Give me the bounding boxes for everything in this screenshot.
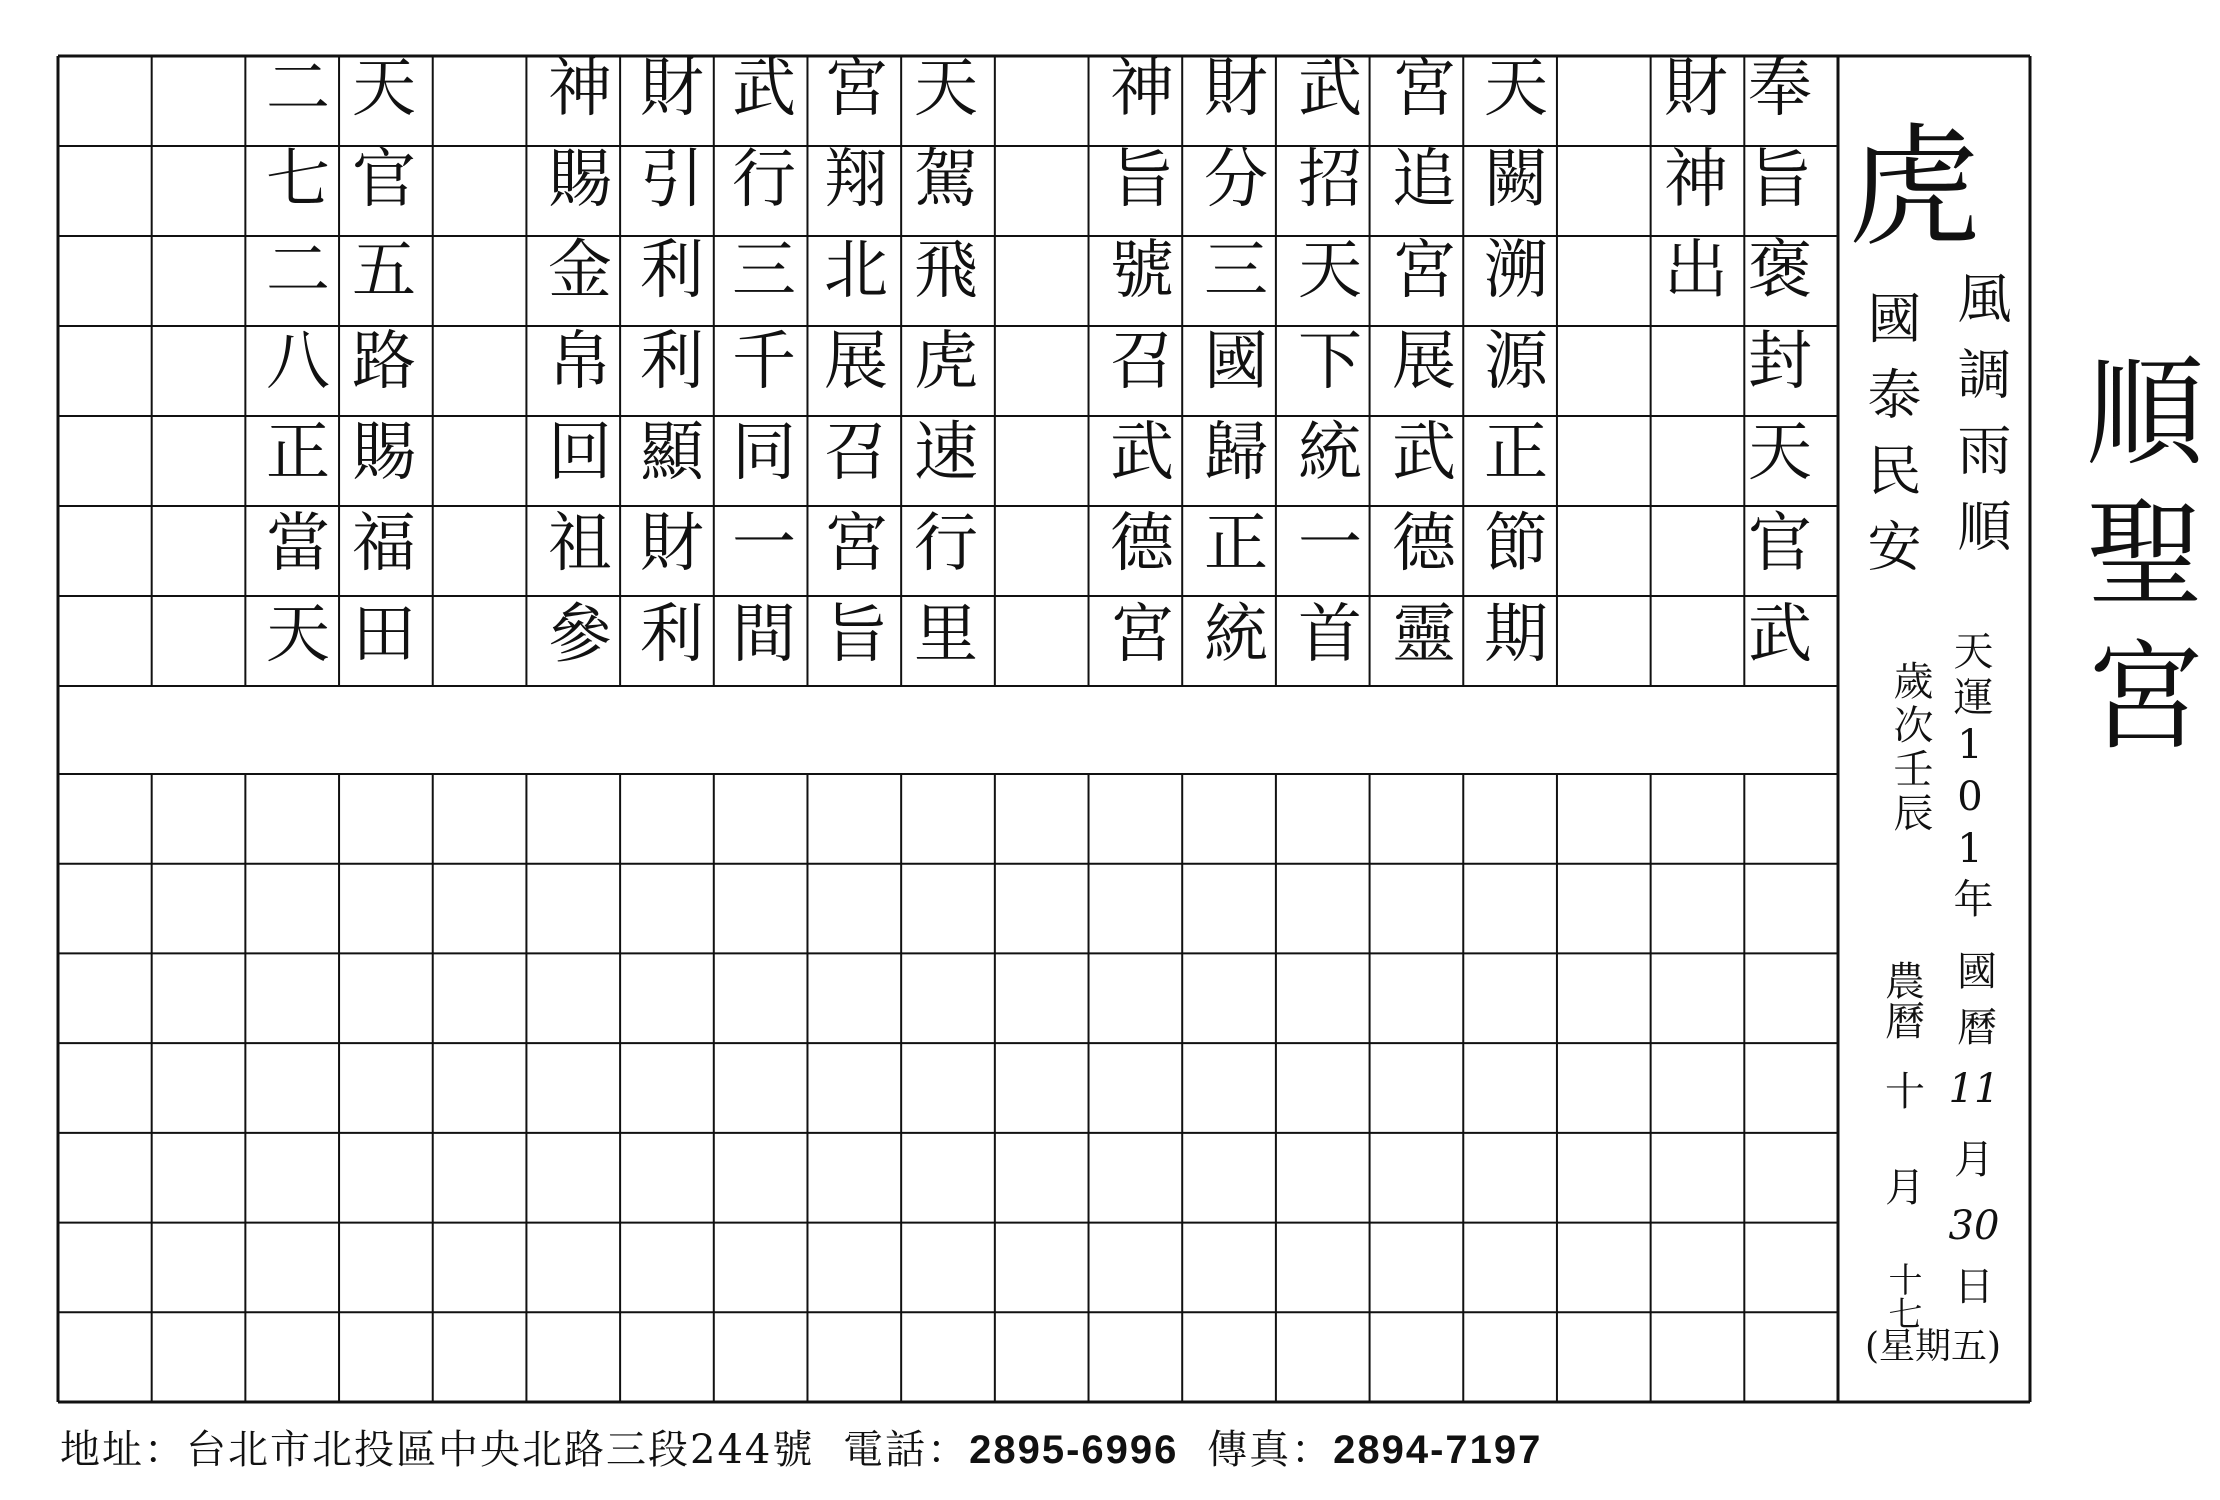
verse-char: 靈: [1392, 598, 1456, 672]
verse-char: 祖: [548, 507, 612, 581]
poem1-line-3: [1284, 44, 1376, 681]
poem1-line-1: [1470, 44, 1562, 681]
verse-char: 財: [1204, 52, 1268, 126]
lunar-day: 十七: [1882, 1262, 1922, 1330]
verse-char: 奉: [1748, 52, 1812, 126]
verse-char: 賜: [548, 143, 612, 217]
verse-char: 正: [1204, 507, 1268, 581]
verse-char: 國: [1204, 325, 1268, 399]
closing-line-2: [252, 44, 344, 681]
verse-char: 追: [1392, 143, 1456, 217]
verse-char: 一: [1298, 507, 1362, 581]
month-char: 月: [1954, 1137, 1994, 1183]
verse-char: 田: [352, 598, 416, 672]
verse-char: 神: [1664, 143, 1728, 217]
verse-char: 二: [266, 234, 330, 308]
ganzhi-label: 歲次壬辰: [1887, 660, 1933, 836]
verse-char: 八: [266, 325, 330, 399]
phone-label: 電話：: [843, 1427, 970, 1473]
verse-char: 出: [1664, 234, 1728, 308]
verse-header-col-2: [1650, 44, 1742, 317]
verse-char: 宮: [1110, 598, 1174, 672]
poem2-line-3: [718, 44, 810, 681]
solar-month: 11: [1948, 1066, 2000, 1112]
poem2-line-4: [626, 44, 718, 681]
fax-number: 2894-7197: [1333, 1428, 1543, 1472]
verse-char: 下: [1298, 325, 1362, 399]
verse-char: 三: [732, 234, 796, 308]
verse-char: 飛: [914, 234, 978, 308]
poem1-line-2: [1378, 44, 1470, 681]
verse-char: 北: [824, 234, 888, 308]
verse-char: 分: [1204, 143, 1268, 217]
footer-contact: [60, 1418, 1542, 1475]
verse-char: 利: [640, 234, 704, 308]
address-text: 台北市北投區中央北路三段244號: [186, 1427, 815, 1473]
verse-char: 官: [352, 143, 416, 217]
verse-char: 二: [266, 52, 330, 126]
verse-char: 源: [1484, 325, 1548, 399]
verse-char: 引: [640, 143, 704, 217]
verse-char: 三: [1204, 234, 1268, 308]
verse-char: 統: [1204, 598, 1268, 672]
temple-logo: 虎: [1848, 111, 1980, 265]
solar-day: 30: [1948, 1203, 2000, 1249]
blessing-line-1: 風調雨順: [1949, 270, 2012, 574]
verse-char: 七: [266, 143, 330, 217]
solar-label: 國曆: [1950, 950, 1997, 1062]
verse-char: 五: [352, 234, 416, 308]
closing-line-1: [338, 44, 430, 681]
weekday-label: (星期五): [1865, 1326, 2002, 1367]
verse-char: 武: [732, 52, 796, 126]
verse-char: 武: [1748, 598, 1812, 672]
verse-char: 召: [824, 416, 888, 490]
verse-char: 神: [1110, 52, 1174, 126]
verse-char: 招: [1298, 143, 1362, 217]
verse-char: 財: [1664, 52, 1728, 126]
poem1-line-4: [1190, 44, 1282, 681]
verse-char: 參: [548, 598, 612, 672]
verse-char: 同: [732, 416, 796, 490]
fax-label: 傳真：: [1207, 1427, 1334, 1473]
verse-char: 展: [1392, 325, 1456, 399]
verse-char: 駕: [914, 143, 978, 217]
verse-char: 統: [1298, 416, 1362, 490]
verse-char: 千: [732, 325, 796, 399]
verse-char: 德: [1110, 507, 1174, 581]
verse-char: 虎: [914, 325, 978, 399]
verse-char: 歸: [1204, 416, 1268, 490]
verse-char: 財: [640, 52, 704, 126]
verse-char: 顯: [640, 416, 704, 490]
poem2-line-1: [900, 44, 992, 681]
verse-char: 官: [1748, 507, 1812, 581]
lunar-date: [1872, 960, 1932, 1330]
verse-char: 間: [732, 598, 796, 672]
verse-char: 翔: [824, 143, 888, 217]
verse-char: 當: [266, 507, 330, 581]
verse-char: 宮: [824, 507, 888, 581]
poem2-line-2: [810, 44, 902, 681]
verse-char: 溯: [1484, 234, 1548, 308]
verse-char: 旨: [824, 598, 888, 672]
verse-header-col-1: [1734, 44, 1826, 681]
verse-char: 宮: [824, 52, 888, 126]
verse-char: 期: [1484, 598, 1548, 672]
verse-char: 利: [640, 598, 704, 672]
verse-char: 武: [1392, 416, 1456, 490]
verse-char: 旨: [1748, 143, 1812, 217]
poem1-line-5: [1096, 44, 1188, 681]
verse-char: 召: [1110, 325, 1174, 399]
verse-char: 天: [1298, 234, 1362, 308]
solar-date: [1944, 950, 2004, 1312]
verse-char: 闕: [1484, 143, 1548, 217]
verse-char: 財: [640, 507, 704, 581]
year-label: 天運101年: [1947, 630, 1993, 924]
verse-char: 一: [732, 507, 796, 581]
verse-char: 賜: [352, 416, 416, 490]
verse-char: 天: [1484, 52, 1548, 126]
poem2-line-5: [534, 44, 626, 681]
verse-char: 褒: [1748, 234, 1812, 308]
verse-char: 節: [1484, 507, 1548, 581]
verse-char: 神: [548, 52, 612, 126]
verse-char: 正: [266, 416, 330, 490]
day-char: 日: [1954, 1264, 1994, 1310]
blessing-line-2: 國泰民安: [1859, 290, 1922, 594]
phone-number: 2895-6996: [969, 1428, 1179, 1472]
verse-char: 路: [352, 325, 416, 399]
verse-char: 號: [1110, 234, 1174, 308]
verse-char: 速: [914, 416, 978, 490]
verse-char: 帛: [548, 325, 612, 399]
lunar-label: 農曆: [1878, 960, 1925, 1040]
verse-char: 天: [352, 52, 416, 126]
verse-char: 天: [914, 52, 978, 126]
verse-char: 首: [1298, 598, 1362, 672]
verse-char: 展: [824, 325, 888, 399]
temple-name: 順聖宮: [2066, 350, 2204, 776]
verse-char: 天: [1748, 416, 1812, 490]
verse-char: 武: [1298, 52, 1362, 126]
lunar-month: 十月: [1878, 1070, 1925, 1262]
address-label: 地址：: [60, 1427, 186, 1473]
verse-char: 回: [548, 416, 612, 490]
verse-char: 福: [352, 507, 416, 581]
verse-char: 旨: [1110, 143, 1174, 217]
verse-char: 天: [266, 598, 330, 672]
verse-char: 武: [1110, 416, 1174, 490]
verse-char: 行: [732, 143, 796, 217]
verse-char: 宮: [1392, 52, 1456, 126]
verse-char: 宮: [1392, 234, 1456, 308]
verse-char: 里: [914, 598, 978, 672]
verse-char: 正: [1484, 416, 1548, 490]
verse-char: 封: [1748, 325, 1812, 399]
verse-char: 德: [1392, 507, 1456, 581]
verse-char: 利: [640, 325, 704, 399]
verse-char: 行: [914, 507, 978, 581]
verse-char: 金: [548, 234, 612, 308]
